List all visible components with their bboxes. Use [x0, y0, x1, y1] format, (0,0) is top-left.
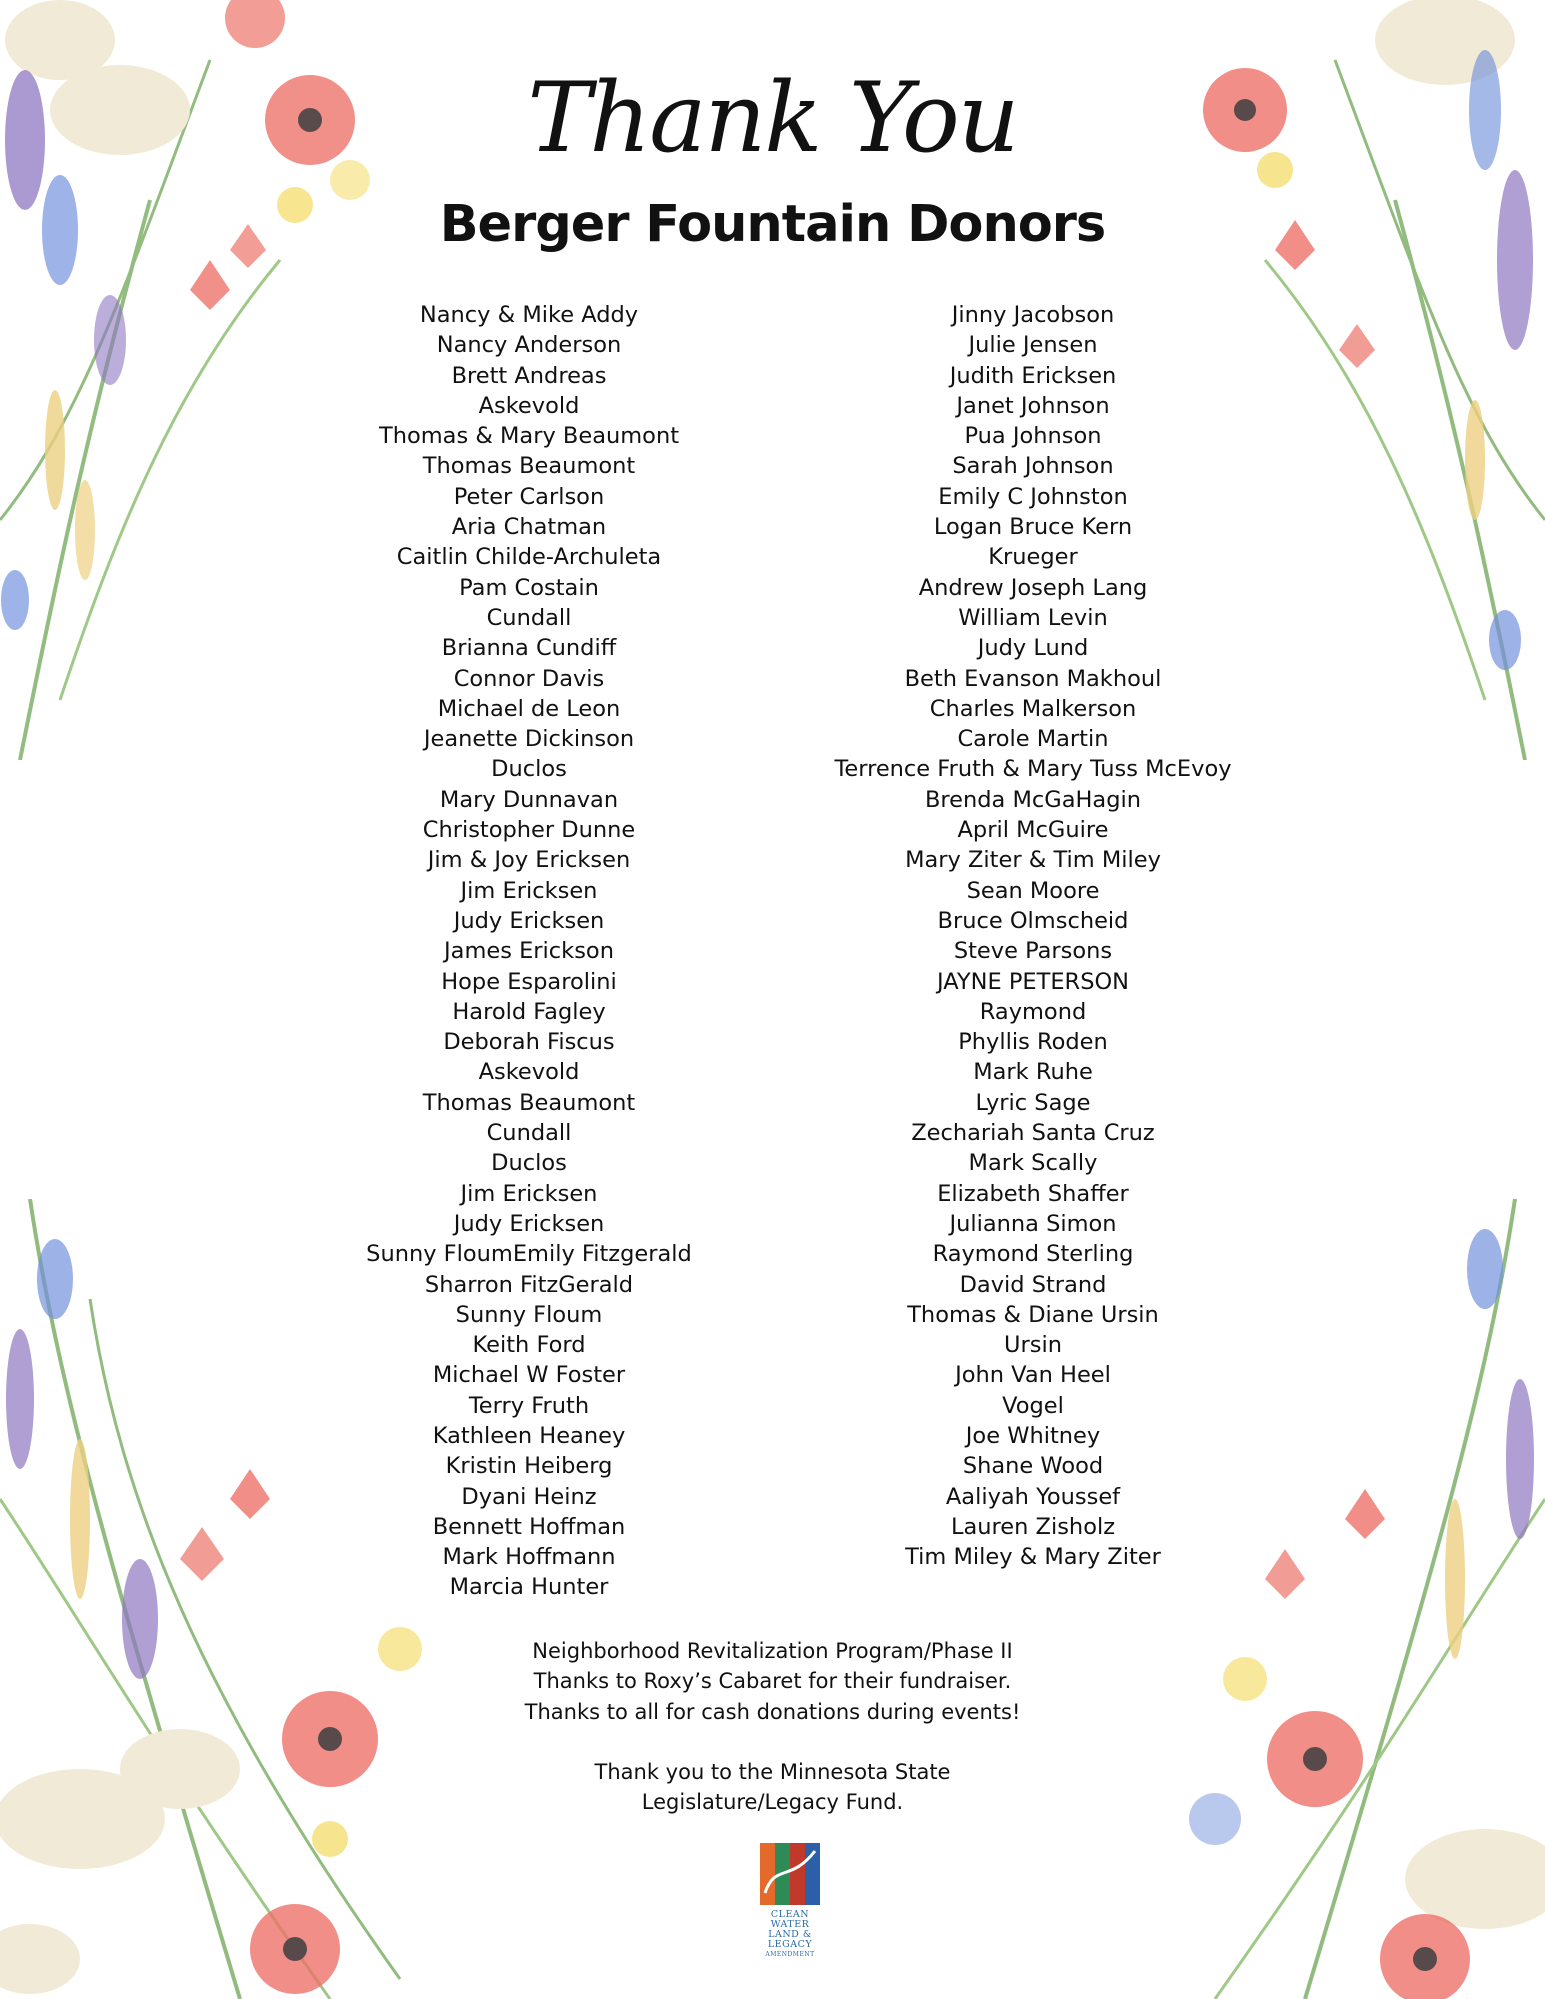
acknowledgement-notes [0, 1636, 1545, 1817]
donor-name: Mary Ziter & Tim Miley [905, 847, 1161, 874]
donor-name: JAYNE PETERSON [936, 968, 1130, 995]
donor-name: Emily C Johnston [938, 483, 1128, 510]
donor-name: Krueger [988, 544, 1078, 571]
donor-list-left [249, 300, 809, 1603]
donor-name: Andrew Joseph Lang [918, 574, 1148, 601]
donor-name: Brianna Cundiff [441, 635, 617, 662]
donor-name: Elizabeth Shaffer [937, 1180, 1129, 1207]
donor-name: Bruce Olmscheid [937, 907, 1129, 934]
donor-name: David Strand [959, 1271, 1107, 1298]
donor-name: Shane Wood [962, 1453, 1104, 1480]
note-line: Thanks to all for cash donations during events! [524, 1699, 1021, 1724]
donor-name: Thomas Beaumont [422, 1089, 636, 1116]
donor-name: Thomas Beaumont [422, 453, 636, 480]
donor-name: Sarah Johnson [952, 453, 1114, 480]
donor-name: Jeanette Dickinson [423, 726, 635, 753]
logo-text-line: WATER [770, 1919, 810, 1930]
donor-name: Ursin [1004, 1332, 1062, 1359]
donor-name: John Van Heel [955, 1362, 1111, 1389]
logo-text-line: LEGACY [767, 1939, 813, 1950]
donor-name: Keith Ford [472, 1332, 586, 1359]
donor-name: William Levin [958, 604, 1108, 631]
donor-name: Marcia Hunter [449, 1574, 609, 1601]
donor-name: Mark Ruhe [973, 1059, 1093, 1086]
donor-name: Carole Martin [957, 726, 1109, 753]
donor-name: Michael W Foster [432, 1362, 626, 1389]
donor-name: Judith Ericksen [949, 362, 1117, 389]
thank-you-title: Thank You [527, 62, 1018, 174]
donor-name: Sunny FloumEmily Fitzgerald [366, 1241, 692, 1268]
donor-name: Charles Malkerson [929, 695, 1137, 722]
donor-name: Aria Chatman [451, 514, 607, 541]
donor-name: Sean Moore [966, 877, 1100, 904]
donor-name: Zechariah Santa Cruz [911, 1120, 1155, 1147]
donor-name: Janet Johnson [956, 392, 1110, 419]
donor-name: Duclos [491, 1150, 567, 1177]
donor-name: Joe Whitney [965, 1422, 1101, 1449]
donor-name: Lauren Zisholz [950, 1513, 1116, 1540]
donor-name: Mark Scally [968, 1150, 1098, 1177]
donor-name: Duclos [491, 756, 567, 783]
donor-name: Julianna Simon [949, 1210, 1117, 1237]
legacy-logo-icon [760, 1843, 820, 1905]
donor-name: Jim Ericksen [460, 1180, 598, 1207]
donor-name: Judy Ericksen [453, 1210, 605, 1237]
logo-text-line: AMENDMENT [765, 1951, 815, 1958]
donor-name: Lyric Sage [975, 1089, 1091, 1116]
donor-name: Julie Jensen [968, 332, 1098, 359]
donor-name: Beth Evanson Makhoul [904, 665, 1162, 692]
donor-name: Logan Bruce Kern [933, 514, 1133, 541]
donor-name: Pam Costain [459, 574, 599, 601]
donor-name: Mary Dunnavan [439, 786, 619, 813]
legacy-amendment-logo [758, 1843, 822, 1960]
donor-name: Deborah Fiscus [443, 1029, 615, 1056]
donor-name: Askevold [478, 1059, 580, 1086]
donor-name: Cundall [486, 604, 572, 631]
donor-list-right [753, 300, 1313, 1572]
donor-name: Bennett Hoffman [432, 1513, 626, 1540]
page-heading: Berger Fountain Donors [439, 195, 1106, 254]
note-line: Legislature/Legacy Fund. [641, 1790, 904, 1815]
donor-name: Raymond [979, 998, 1087, 1025]
donor-name: Aaliyah Youssef [945, 1483, 1121, 1510]
logo-text-line: CLEAN [770, 1909, 810, 1920]
note-line: Thanks to Roxy’s Cabaret for their fundraiser. [533, 1669, 1012, 1694]
donor-name: Christopher Dunne [422, 817, 636, 844]
donor-name: Askevold [478, 392, 580, 419]
donor-name: Kathleen Heaney [432, 1422, 626, 1449]
note-line: Neighborhood Revitalization Program/Phase II [532, 1639, 1013, 1663]
donor-name: Peter Carlson [453, 483, 605, 510]
donor-name: Nancy & Mike Addy [419, 302, 639, 328]
logo-text-line: LAND & [768, 1929, 812, 1940]
donor-name: Steve Parsons [953, 938, 1113, 965]
donor-name: Mark Hoffmann [442, 1544, 616, 1571]
donor-name: Caitlin Childe-Archuleta [396, 544, 662, 571]
donor-name: Tim Miley & Mary Ziter [905, 1544, 1161, 1571]
donor-name: Thomas & Mary Beaumont [378, 423, 680, 450]
donor-name: Judy Lund [977, 635, 1089, 662]
donor-name: Pua Johnson [964, 423, 1102, 450]
donor-name: April McGuire [957, 817, 1109, 844]
donor-name: Brett Andreas [451, 362, 607, 389]
donor-name: Sunny Floum [455, 1301, 603, 1328]
donor-name: Kristin Heiberg [445, 1453, 613, 1480]
donor-name: Dyani Heinz [461, 1483, 597, 1510]
donor-name: Nancy Anderson [436, 332, 622, 359]
note-line: Thank you to the Minnesota State [594, 1759, 951, 1784]
donor-name: Terrence Fruth & Mary Tuss McEvoy [834, 756, 1232, 783]
donor-name: James Erickson [444, 938, 614, 965]
donor-name: Michael de Leon [437, 695, 621, 722]
donor-name: Judy Ericksen [453, 907, 605, 934]
donor-name: Jim Ericksen [460, 877, 598, 904]
donor-name: Cundall [486, 1120, 572, 1147]
donor-name: Sharron FitzGerald [424, 1271, 634, 1298]
donor-name: Jinny Jacobson [951, 302, 1115, 328]
donor-name: Vogel [1002, 1392, 1064, 1419]
donor-name: Jim & Joy Ericksen [427, 847, 631, 874]
donor-name: Hope Esparolini [441, 968, 617, 995]
donor-name: Connor Davis [453, 665, 605, 692]
donor-name: Brenda McGaHagin [924, 786, 1142, 813]
donor-name: Phyllis Roden [958, 1029, 1108, 1056]
donor-name: Harold Fagley [452, 998, 606, 1025]
donor-name: Terry Fruth [468, 1392, 590, 1419]
donor-name: Thomas & Diane Ursin [907, 1301, 1159, 1328]
donor-name: Raymond Sterling [932, 1241, 1134, 1268]
